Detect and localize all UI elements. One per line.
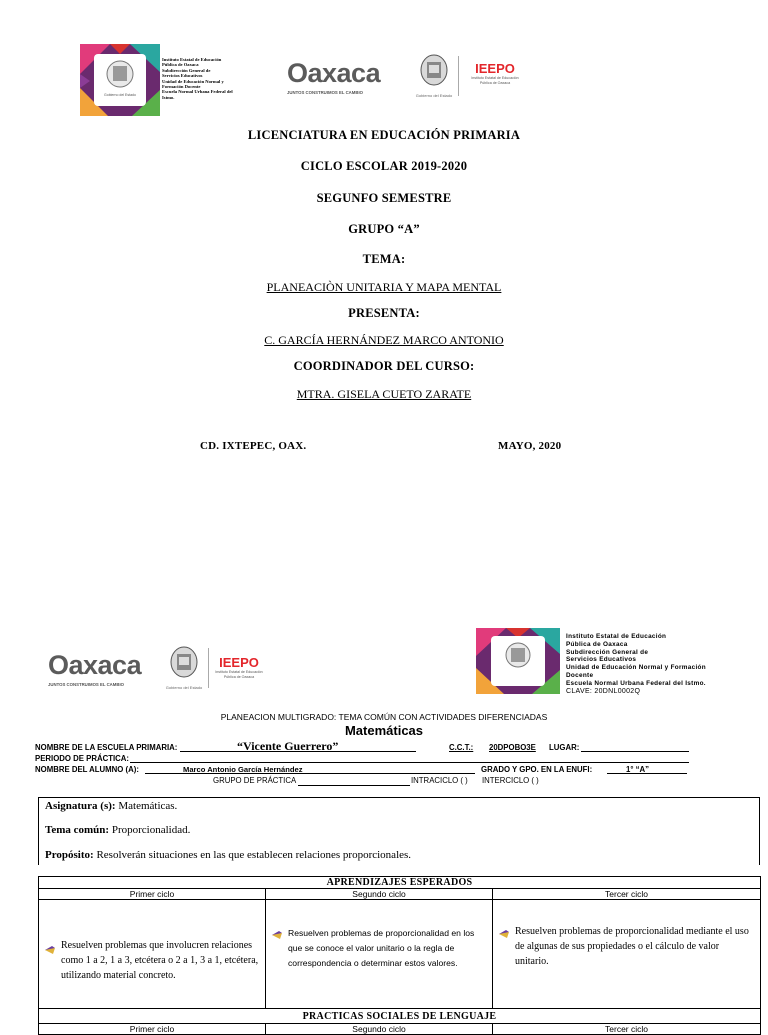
- arrow-bullet-icon: [272, 931, 282, 939]
- state-coat-of-arms-icon-2: [163, 642, 205, 694]
- state-coat-of-arms-icon: [413, 50, 455, 102]
- plan-title: PLANEACION MULTIGRADO: TEMA COMÚN CON ACTIVIDADES DIFERENCIADAS: [220, 712, 548, 722]
- arrow-bullet-icon: [499, 930, 509, 938]
- school-year: CICLO ESCOLAR 2019-2020: [300, 159, 468, 173]
- logo-divider: [458, 56, 459, 96]
- coordinator-name: MTRA. GISELA CUETO ZARATE: [296, 387, 472, 401]
- school-value: “Vicente Guerrero”: [237, 739, 339, 753]
- coordinator-label: COORDINADOR DEL CURSO:: [293, 359, 475, 373]
- cycle2-header-3: Tercer ciclo: [493, 1024, 761, 1035]
- lugar-line: [581, 741, 689, 752]
- cct-label: C.C.T.:: [449, 743, 474, 752]
- oaxaca-logo-2: Oaxaca JUNTOS CONSTRUIMOS EL CAMBIO: [48, 650, 142, 687]
- presenta-label: PRESENTA:: [348, 306, 420, 320]
- asignatura-row: Asignatura (s): Matemáticas.: [45, 800, 178, 812]
- ieepo-logo: IEEPO Instituto Estatal de Educación Pública de Oaxaca: [471, 61, 519, 85]
- svg-text:Gobierno del Estado: Gobierno del Estado: [415, 93, 453, 98]
- svg-text:Gobierno del Estado: Gobierno del Estado: [165, 685, 203, 690]
- alumno-label: NOMBRE DEL ALUMNO (A):: [35, 765, 139, 774]
- interciclo-option[interactable]: INTERCICLO ( ): [482, 776, 539, 785]
- cycle-header-1: Primer ciclo: [39, 889, 266, 900]
- cycle-header-3: Tercer ciclo: [493, 889, 761, 900]
- aprendizaje-cell-3: Resuelven problemas de proporcionalidad mediante el uso de algunas de sus propiedades o el cálculo de valor unitario.: [493, 900, 761, 1009]
- oaxaca-logo: Oaxaca JUNTOS CONSTRUIMOS EL CAMBIO: [287, 58, 381, 95]
- alumno-value: Marco Antonio García Hernández: [183, 765, 303, 774]
- date: MAYO, 2020: [498, 440, 562, 452]
- grupo-line: [298, 776, 410, 786]
- lugar-label: LUGAR:: [549, 743, 580, 752]
- logo-divider-2: [208, 648, 209, 688]
- ieepo-seal-logo-2: [476, 628, 560, 694]
- city: CD. IXTEPEC, OAX.: [200, 440, 307, 452]
- cycle2-header-2: Segundo ciclo: [266, 1024, 493, 1035]
- cct-value: 20DPOBO3E: [489, 743, 536, 752]
- author-name: C. GARCÍA HERNÁNDEZ MARCO ANTONIO: [264, 333, 504, 347]
- svg-text:Gobierno del Estado: Gobierno del Estado: [104, 93, 136, 97]
- subject-title: Matemáticas: [344, 723, 424, 738]
- info-box: [38, 797, 760, 865]
- institution-text-block-2: Instituto Estatal de Educación Pública de Oaxaca Subdirección General de Servicios Educativos Unidad de Educación Normal y Formación Docente Escuela Normal Urbana Federal del Istmo. CLAVE: 20DNL0002Q: [566, 633, 706, 695]
- aprendizaje-cell-1: Resuelven problemas que involucren relaciones como 1 a 2, 1 a 3, etcétera o 2 a 1, 3 a 1, etcétera, utilizando material concreto.: [39, 900, 266, 1009]
- aprendizajes-header: APRENDIZAJES ESPERADOS: [39, 877, 761, 889]
- proposito-row: Propósito: Resolverán situaciones en las que establecen relaciones proporcionales.: [45, 849, 412, 861]
- institution-text-block: Instituto Estatal de Educación Pública de Oaxaca Subdirección General de Servicios Educativos Unidad de Educación Normal y Formación Docente Escuela Normal Urbana Federal del Istmo.: [162, 57, 233, 100]
- periodo-line: [130, 753, 689, 763]
- learning-table: [38, 876, 761, 1035]
- grupo-label: GRUPO DE PRÁCTICA: [213, 776, 297, 785]
- intraciclo-option[interactable]: INTRACICLO ( ): [411, 776, 468, 785]
- grado-label: GRADO Y GPO. EN LA ENUFI:: [481, 765, 593, 774]
- tema-label: TEMA:: [362, 252, 406, 266]
- tema-row: Tema común: Proporcionalidad.: [45, 824, 191, 836]
- semester: SEGUNFO SEMESTRE: [316, 191, 452, 205]
- tema-value: PLANEACIÒN UNITARIA Y MAPA MENTAL: [266, 280, 502, 294]
- grado-value: 1° “A”: [626, 765, 650, 774]
- degree-title: LICENCIATURA EN EDUCACIÓN PRIMARIA: [247, 128, 521, 142]
- ieepo-seal-logo: [80, 44, 160, 116]
- school-label: NOMBRE DE LA ESCUELA PRIMARIA:: [35, 743, 178, 752]
- aprendizaje-cell-2: Resuelven problemas de proporcionalidad en los que se conoce el valor unitario o la regla de correspondencia o determinar estos valores.: [266, 900, 493, 1009]
- ieepo-logo-2: IEEPO Instituto Estatal de Educación Pública de Oaxaca: [215, 655, 263, 679]
- periodo-label: PERIODO DE PRÁCTICA:: [35, 754, 130, 763]
- cycle2-header-1: Primer ciclo: [39, 1024, 266, 1035]
- practicas-header: PRACTICAS SOCIALES DE LENGUAJE: [39, 1009, 761, 1024]
- cycle-header-2: Segundo ciclo: [266, 889, 493, 900]
- arrow-bullet-icon: [45, 946, 55, 954]
- group: GRUPO “A”: [348, 222, 420, 236]
